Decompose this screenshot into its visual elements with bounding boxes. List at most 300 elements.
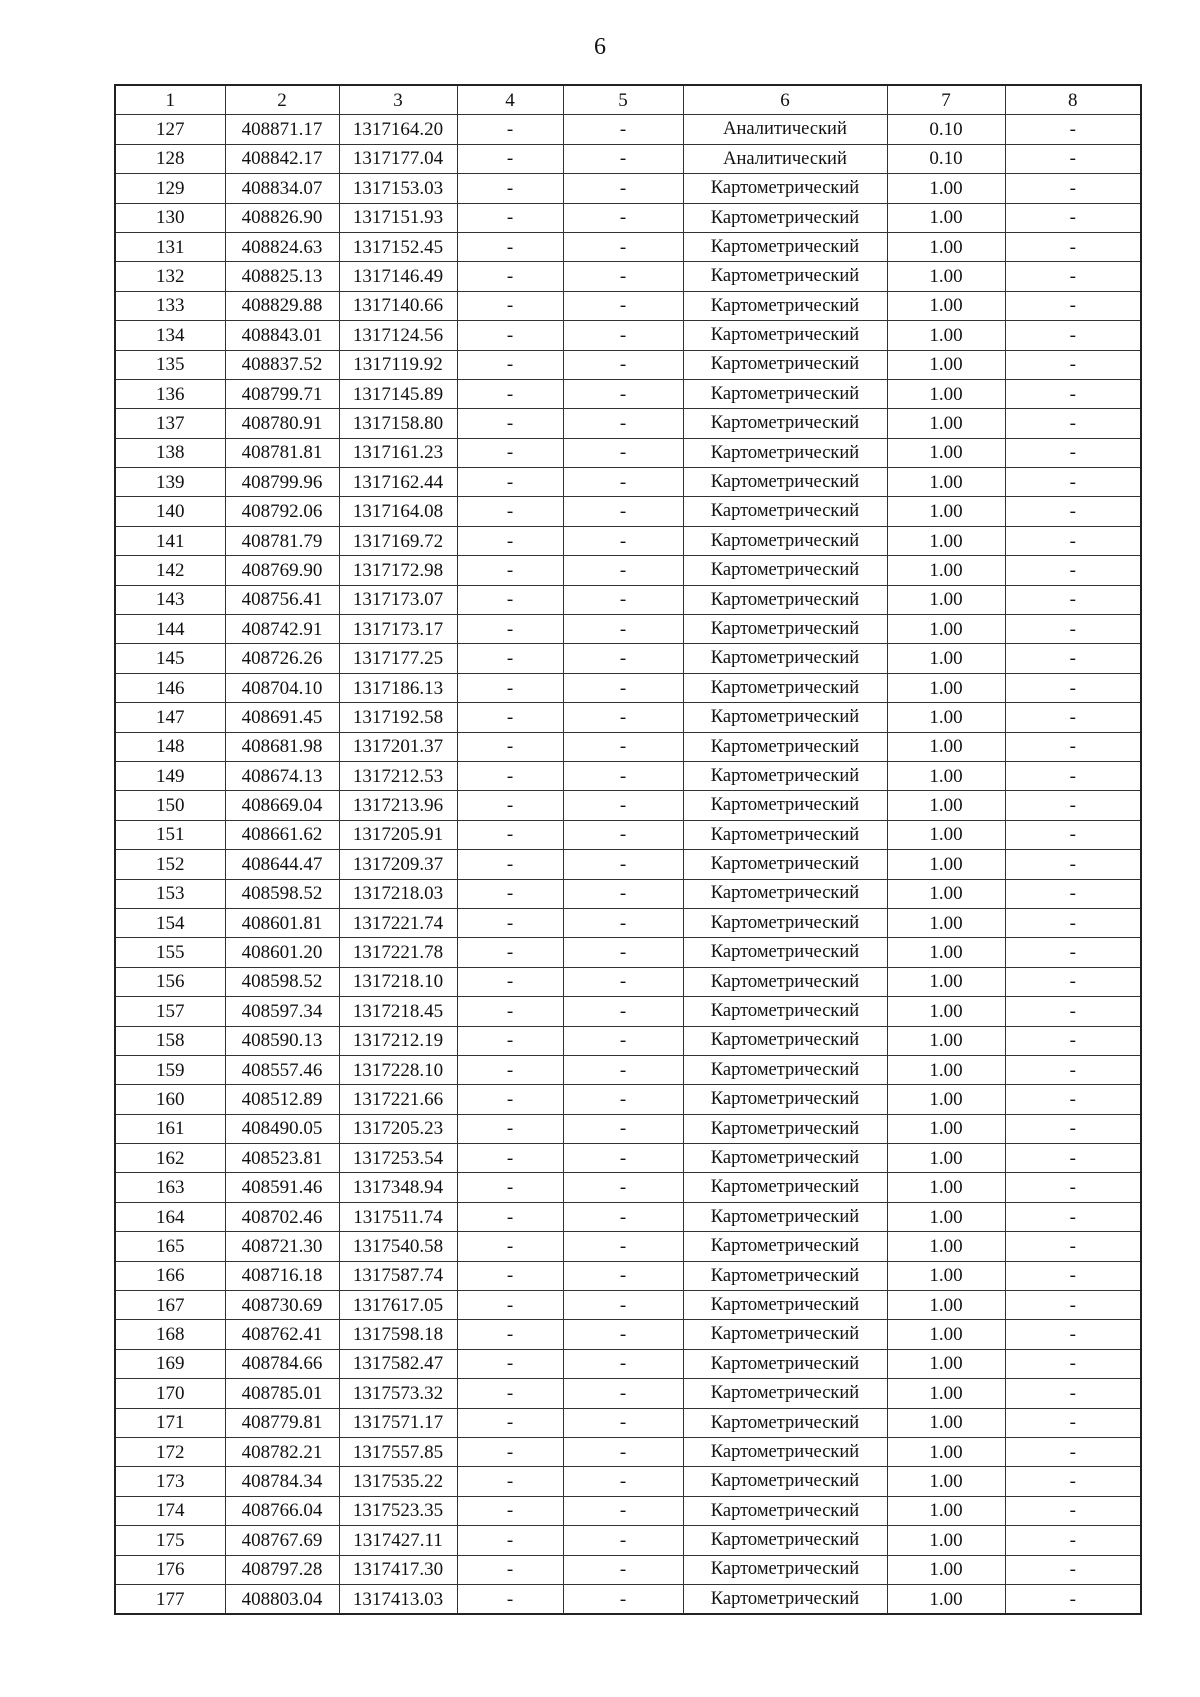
point-number-cell: 156 [115, 967, 225, 996]
col8-value-cell: - [1005, 262, 1141, 291]
table-row [115, 1144, 1141, 1173]
y-coordinate-cell: 1317218.10 [339, 967, 457, 996]
accuracy-cell: 1.00 [887, 1526, 1005, 1555]
col5-value-cell: - [563, 820, 683, 849]
col8-value-cell: - [1005, 1408, 1141, 1437]
col8-value-cell: - [1005, 967, 1141, 996]
col5-value-cell: - [563, 379, 683, 408]
table-row [115, 1555, 1141, 1584]
point-number-cell: 136 [115, 379, 225, 408]
y-coordinate-cell: 1317151.93 [339, 203, 457, 232]
accuracy-cell: 1.00 [887, 1379, 1005, 1408]
col5-value-cell: - [563, 585, 683, 614]
method-cell: Картометрический [683, 1349, 887, 1378]
col8-value-cell: - [1005, 409, 1141, 438]
accuracy-cell: 1.00 [887, 967, 1005, 996]
point-number-cell: 162 [115, 1144, 225, 1173]
point-number-cell: 177 [115, 1584, 225, 1614]
col5-value-cell: - [563, 761, 683, 790]
y-coordinate-cell: 1317177.25 [339, 644, 457, 673]
x-coordinate-cell: 408661.62 [225, 820, 339, 849]
col5-value-cell: - [563, 1144, 683, 1173]
col4-value-cell: - [457, 585, 563, 614]
col5-value-cell: - [563, 1320, 683, 1349]
y-coordinate-cell: 1317511.74 [339, 1202, 457, 1231]
col4-value-cell: - [457, 438, 563, 467]
col5-value-cell: - [563, 997, 683, 1026]
accuracy-cell: 1.00 [887, 350, 1005, 379]
point-number-cell: 153 [115, 879, 225, 908]
y-coordinate-cell: 1317557.85 [339, 1437, 457, 1466]
col4-value-cell: - [457, 1261, 563, 1290]
method-cell: Картометрический [683, 438, 887, 467]
point-number-cell: 130 [115, 203, 225, 232]
col4-value-cell: - [457, 1555, 563, 1584]
y-coordinate-cell: 1317218.03 [339, 879, 457, 908]
col8-value-cell: - [1005, 1379, 1141, 1408]
table-row [115, 791, 1141, 820]
method-cell: Картометрический [683, 174, 887, 203]
method-cell: Картометрический [683, 791, 887, 820]
x-coordinate-cell: 408601.81 [225, 908, 339, 937]
method-cell: Аналитический [683, 115, 887, 144]
accuracy-cell: 0.10 [887, 144, 1005, 173]
y-coordinate-cell: 1317617.05 [339, 1291, 457, 1320]
y-coordinate-cell: 1317571.17 [339, 1408, 457, 1437]
col8-value-cell: - [1005, 321, 1141, 350]
point-number-cell: 150 [115, 791, 225, 820]
method-cell: Картометрический [683, 761, 887, 790]
col5-value-cell: - [563, 1467, 683, 1496]
table-row [115, 1496, 1141, 1525]
col8-value-cell: - [1005, 1055, 1141, 1084]
point-number-cell: 171 [115, 1408, 225, 1437]
accuracy-cell: 1.00 [887, 1467, 1005, 1496]
col8-value-cell: - [1005, 1291, 1141, 1320]
table-row [115, 585, 1141, 614]
x-coordinate-cell: 408512.89 [225, 1085, 339, 1114]
col5-value-cell: - [563, 850, 683, 879]
point-number-cell: 143 [115, 585, 225, 614]
col4-value-cell: - [457, 350, 563, 379]
point-number-cell: 163 [115, 1173, 225, 1202]
col4-value-cell: - [457, 526, 563, 555]
col4-value-cell: - [457, 497, 563, 526]
table-header-row [115, 85, 1141, 115]
point-number-cell: 155 [115, 938, 225, 967]
accuracy-cell: 1.00 [887, 1291, 1005, 1320]
col4-value-cell: - [457, 791, 563, 820]
column-header: 7 [887, 85, 1005, 115]
method-cell: Картометрический [683, 203, 887, 232]
col4-value-cell: - [457, 1085, 563, 1114]
col4-value-cell: - [457, 1202, 563, 1231]
col4-value-cell: - [457, 1173, 563, 1202]
table-row [115, 1291, 1141, 1320]
point-number-cell: 131 [115, 232, 225, 261]
x-coordinate-cell: 408779.81 [225, 1408, 339, 1437]
table-row [115, 673, 1141, 702]
point-number-cell: 152 [115, 850, 225, 879]
point-number-cell: 175 [115, 1526, 225, 1555]
x-coordinate-cell: 408762.41 [225, 1320, 339, 1349]
column-header: 1 [115, 85, 225, 115]
accuracy-cell: 1.00 [887, 1144, 1005, 1173]
y-coordinate-cell: 1317169.72 [339, 526, 457, 555]
col5-value-cell: - [563, 115, 683, 144]
point-number-cell: 170 [115, 1379, 225, 1408]
x-coordinate-cell: 408591.46 [225, 1173, 339, 1202]
accuracy-cell: 1.00 [887, 791, 1005, 820]
method-cell: Картометрический [683, 732, 887, 761]
accuracy-cell: 1.00 [887, 1555, 1005, 1584]
x-coordinate-cell: 408730.69 [225, 1291, 339, 1320]
col4-value-cell: - [457, 615, 563, 644]
point-number-cell: 139 [115, 468, 225, 497]
point-number-cell: 132 [115, 262, 225, 291]
point-number-cell: 137 [115, 409, 225, 438]
column-header: 6 [683, 85, 887, 115]
accuracy-cell: 1.00 [887, 409, 1005, 438]
col4-value-cell: - [457, 291, 563, 320]
method-cell: Картометрический [683, 1555, 887, 1584]
point-number-cell: 174 [115, 1496, 225, 1525]
table-row [115, 644, 1141, 673]
table-row [115, 409, 1141, 438]
table-row [115, 1379, 1141, 1408]
method-cell: Картометрический [683, 644, 887, 673]
col8-value-cell: - [1005, 703, 1141, 732]
accuracy-cell: 1.00 [887, 203, 1005, 232]
method-cell: Картометрический [683, 497, 887, 526]
table-row [115, 203, 1141, 232]
col8-value-cell: - [1005, 174, 1141, 203]
y-coordinate-cell: 1317145.89 [339, 379, 457, 408]
col4-value-cell: - [457, 997, 563, 1026]
x-coordinate-cell: 408826.90 [225, 203, 339, 232]
y-coordinate-cell: 1317164.20 [339, 115, 457, 144]
table-row [115, 1437, 1141, 1466]
col5-value-cell: - [563, 144, 683, 173]
col5-value-cell: - [563, 879, 683, 908]
x-coordinate-cell: 408837.52 [225, 350, 339, 379]
x-coordinate-cell: 408557.46 [225, 1055, 339, 1084]
x-coordinate-cell: 408726.26 [225, 644, 339, 673]
col5-value-cell: - [563, 350, 683, 379]
method-cell: Картометрический [683, 1085, 887, 1114]
col5-value-cell: - [563, 409, 683, 438]
col5-value-cell: - [563, 1261, 683, 1290]
column-header: 4 [457, 85, 563, 115]
x-coordinate-cell: 408825.13 [225, 262, 339, 291]
point-number-cell: 138 [115, 438, 225, 467]
accuracy-cell: 1.00 [887, 850, 1005, 879]
col8-value-cell: - [1005, 997, 1141, 1026]
y-coordinate-cell: 1317221.74 [339, 908, 457, 937]
x-coordinate-cell: 408601.20 [225, 938, 339, 967]
table-row [115, 997, 1141, 1026]
col4-value-cell: - [457, 879, 563, 908]
accuracy-cell: 1.00 [887, 1026, 1005, 1055]
method-cell: Картометрический [683, 321, 887, 350]
col4-value-cell: - [457, 820, 563, 849]
method-cell: Картометрический [683, 850, 887, 879]
col5-value-cell: - [563, 1026, 683, 1055]
method-cell: Картометрический [683, 556, 887, 585]
y-coordinate-cell: 1317348.94 [339, 1173, 457, 1202]
x-coordinate-cell: 408721.30 [225, 1232, 339, 1261]
accuracy-cell: 1.00 [887, 908, 1005, 937]
method-cell: Картометрический [683, 1026, 887, 1055]
point-number-cell: 146 [115, 673, 225, 702]
point-number-cell: 142 [115, 556, 225, 585]
accuracy-cell: 1.00 [887, 761, 1005, 790]
col4-value-cell: - [457, 644, 563, 673]
y-coordinate-cell: 1317153.03 [339, 174, 457, 203]
col5-value-cell: - [563, 967, 683, 996]
col5-value-cell: - [563, 1232, 683, 1261]
col4-value-cell: - [457, 1496, 563, 1525]
point-number-cell: 176 [115, 1555, 225, 1584]
col4-value-cell: - [457, 203, 563, 232]
method-cell: Аналитический [683, 144, 887, 173]
y-coordinate-cell: 1317177.04 [339, 144, 457, 173]
col4-value-cell: - [457, 938, 563, 967]
method-cell: Картометрический [683, 409, 887, 438]
point-number-cell: 145 [115, 644, 225, 673]
col5-value-cell: - [563, 1555, 683, 1584]
y-coordinate-cell: 1317146.49 [339, 262, 457, 291]
method-cell: Картометрический [683, 1496, 887, 1525]
col8-value-cell: - [1005, 1496, 1141, 1525]
method-cell: Картометрический [683, 232, 887, 261]
x-coordinate-cell: 408704.10 [225, 673, 339, 702]
col4-value-cell: - [457, 1467, 563, 1496]
col8-value-cell: - [1005, 526, 1141, 555]
col4-value-cell: - [457, 379, 563, 408]
table-row [115, 1526, 1141, 1555]
col5-value-cell: - [563, 262, 683, 291]
y-coordinate-cell: 1317218.45 [339, 997, 457, 1026]
col8-value-cell: - [1005, 556, 1141, 585]
x-coordinate-cell: 408797.28 [225, 1555, 339, 1584]
point-number-cell: 169 [115, 1349, 225, 1378]
y-coordinate-cell: 1317162.44 [339, 468, 457, 497]
accuracy-cell: 1.00 [887, 291, 1005, 320]
point-number-cell: 133 [115, 291, 225, 320]
col5-value-cell: - [563, 791, 683, 820]
x-coordinate-cell: 408681.98 [225, 732, 339, 761]
col8-value-cell: - [1005, 1202, 1141, 1231]
point-number-cell: 128 [115, 144, 225, 173]
method-cell: Картометрический [683, 820, 887, 849]
table-row [115, 1320, 1141, 1349]
col8-value-cell: - [1005, 379, 1141, 408]
method-cell: Картометрический [683, 585, 887, 614]
col5-value-cell: - [563, 1291, 683, 1320]
accuracy-cell: 1.00 [887, 174, 1005, 203]
accuracy-cell: 1.00 [887, 1085, 1005, 1114]
x-coordinate-cell: 408769.90 [225, 556, 339, 585]
y-coordinate-cell: 1317173.17 [339, 615, 457, 644]
col5-value-cell: - [563, 174, 683, 203]
y-coordinate-cell: 1317164.08 [339, 497, 457, 526]
accuracy-cell: 1.00 [887, 997, 1005, 1026]
col4-value-cell: - [457, 732, 563, 761]
method-cell: Картометрический [683, 468, 887, 497]
point-number-cell: 154 [115, 908, 225, 937]
x-coordinate-cell: 408490.05 [225, 1114, 339, 1143]
point-number-cell: 158 [115, 1026, 225, 1055]
col4-value-cell: - [457, 262, 563, 291]
y-coordinate-cell: 1317186.13 [339, 673, 457, 702]
point-number-cell: 160 [115, 1085, 225, 1114]
x-coordinate-cell: 408702.46 [225, 1202, 339, 1231]
col8-value-cell: - [1005, 791, 1141, 820]
col4-value-cell: - [457, 1408, 563, 1437]
accuracy-cell: 1.00 [887, 938, 1005, 967]
col8-value-cell: - [1005, 585, 1141, 614]
col4-value-cell: - [457, 967, 563, 996]
col8-value-cell: - [1005, 497, 1141, 526]
col5-value-cell: - [563, 673, 683, 702]
method-cell: Картометрический [683, 908, 887, 937]
col4-value-cell: - [457, 144, 563, 173]
accuracy-cell: 1.00 [887, 644, 1005, 673]
x-coordinate-cell: 408842.17 [225, 144, 339, 173]
method-cell: Картометрический [683, 1114, 887, 1143]
point-number-cell: 165 [115, 1232, 225, 1261]
col8-value-cell: - [1005, 144, 1141, 173]
x-coordinate-cell: 408803.04 [225, 1584, 339, 1614]
col5-value-cell: - [563, 1055, 683, 1084]
table-row [115, 1232, 1141, 1261]
table-row [115, 291, 1141, 320]
accuracy-cell: 1.00 [887, 497, 1005, 526]
point-number-cell: 135 [115, 350, 225, 379]
x-coordinate-cell: 408691.45 [225, 703, 339, 732]
method-cell: Картометрический [683, 879, 887, 908]
col8-value-cell: - [1005, 291, 1141, 320]
table-row [115, 497, 1141, 526]
col5-value-cell: - [563, 1349, 683, 1378]
col5-value-cell: - [563, 556, 683, 585]
accuracy-cell: 1.00 [887, 379, 1005, 408]
col4-value-cell: - [457, 1026, 563, 1055]
accuracy-cell: 1.00 [887, 732, 1005, 761]
method-cell: Картометрический [683, 1584, 887, 1614]
col4-value-cell: - [457, 1584, 563, 1614]
table-row [115, 321, 1141, 350]
col4-value-cell: - [457, 908, 563, 937]
x-coordinate-cell: 408799.71 [225, 379, 339, 408]
x-coordinate-cell: 408792.06 [225, 497, 339, 526]
col5-value-cell: - [563, 1114, 683, 1143]
col8-value-cell: - [1005, 732, 1141, 761]
table-row [115, 1085, 1141, 1114]
col4-value-cell: - [457, 703, 563, 732]
col5-value-cell: - [563, 908, 683, 937]
method-cell: Картометрический [683, 1526, 887, 1555]
col4-value-cell: - [457, 321, 563, 350]
point-number-cell: 144 [115, 615, 225, 644]
accuracy-cell: 1.00 [887, 1232, 1005, 1261]
point-number-cell: 134 [115, 321, 225, 350]
point-number-cell: 161 [115, 1114, 225, 1143]
x-coordinate-cell: 408742.91 [225, 615, 339, 644]
col8-value-cell: - [1005, 1467, 1141, 1496]
col5-value-cell: - [563, 526, 683, 555]
y-coordinate-cell: 1317172.98 [339, 556, 457, 585]
x-coordinate-cell: 408644.47 [225, 850, 339, 879]
col5-value-cell: - [563, 203, 683, 232]
table-row [115, 1202, 1141, 1231]
x-coordinate-cell: 408766.04 [225, 1496, 339, 1525]
col8-value-cell: - [1005, 761, 1141, 790]
method-cell: Картометрический [683, 1202, 887, 1231]
col4-value-cell: - [457, 1232, 563, 1261]
col5-value-cell: - [563, 1202, 683, 1231]
y-coordinate-cell: 1317427.11 [339, 1526, 457, 1555]
y-coordinate-cell: 1317119.92 [339, 350, 457, 379]
col8-value-cell: - [1005, 468, 1141, 497]
x-coordinate-cell: 408782.21 [225, 1437, 339, 1466]
point-number-cell: 167 [115, 1291, 225, 1320]
col4-value-cell: - [457, 115, 563, 144]
col4-value-cell: - [457, 232, 563, 261]
y-coordinate-cell: 1317205.91 [339, 820, 457, 849]
accuracy-cell: 1.00 [887, 1584, 1005, 1614]
col8-value-cell: - [1005, 1261, 1141, 1290]
table-row [115, 1584, 1141, 1614]
x-coordinate-cell: 408781.81 [225, 438, 339, 467]
col5-value-cell: - [563, 1437, 683, 1466]
col8-value-cell: - [1005, 1349, 1141, 1378]
y-coordinate-cell: 1317523.35 [339, 1496, 457, 1525]
y-coordinate-cell: 1317161.23 [339, 438, 457, 467]
col5-value-cell: - [563, 438, 683, 467]
method-cell: Картометрический [683, 1261, 887, 1290]
col5-value-cell: - [563, 1526, 683, 1555]
x-coordinate-cell: 408780.91 [225, 409, 339, 438]
y-coordinate-cell: 1317221.78 [339, 938, 457, 967]
accuracy-cell: 1.00 [887, 1202, 1005, 1231]
table-row [115, 468, 1141, 497]
point-number-cell: 159 [115, 1055, 225, 1084]
accuracy-cell: 1.00 [887, 526, 1005, 555]
table-row [115, 732, 1141, 761]
x-coordinate-cell: 408716.18 [225, 1261, 339, 1290]
method-cell: Картометрический [683, 1437, 887, 1466]
col5-value-cell: - [563, 1408, 683, 1437]
table-row [115, 850, 1141, 879]
table-row [115, 1408, 1141, 1437]
point-number-cell: 140 [115, 497, 225, 526]
x-coordinate-cell: 408834.07 [225, 174, 339, 203]
y-coordinate-cell: 1317212.19 [339, 1026, 457, 1055]
method-cell: Картометрический [683, 1055, 887, 1084]
table-row [115, 350, 1141, 379]
accuracy-cell: 0.10 [887, 115, 1005, 144]
table-row [115, 879, 1141, 908]
y-coordinate-cell: 1317598.18 [339, 1320, 457, 1349]
accuracy-cell: 1.00 [887, 1320, 1005, 1349]
col5-value-cell: - [563, 644, 683, 673]
x-coordinate-cell: 408784.34 [225, 1467, 339, 1496]
point-number-cell: 172 [115, 1437, 225, 1466]
method-cell: Картометрический [683, 1144, 887, 1173]
y-coordinate-cell: 1317253.54 [339, 1144, 457, 1173]
